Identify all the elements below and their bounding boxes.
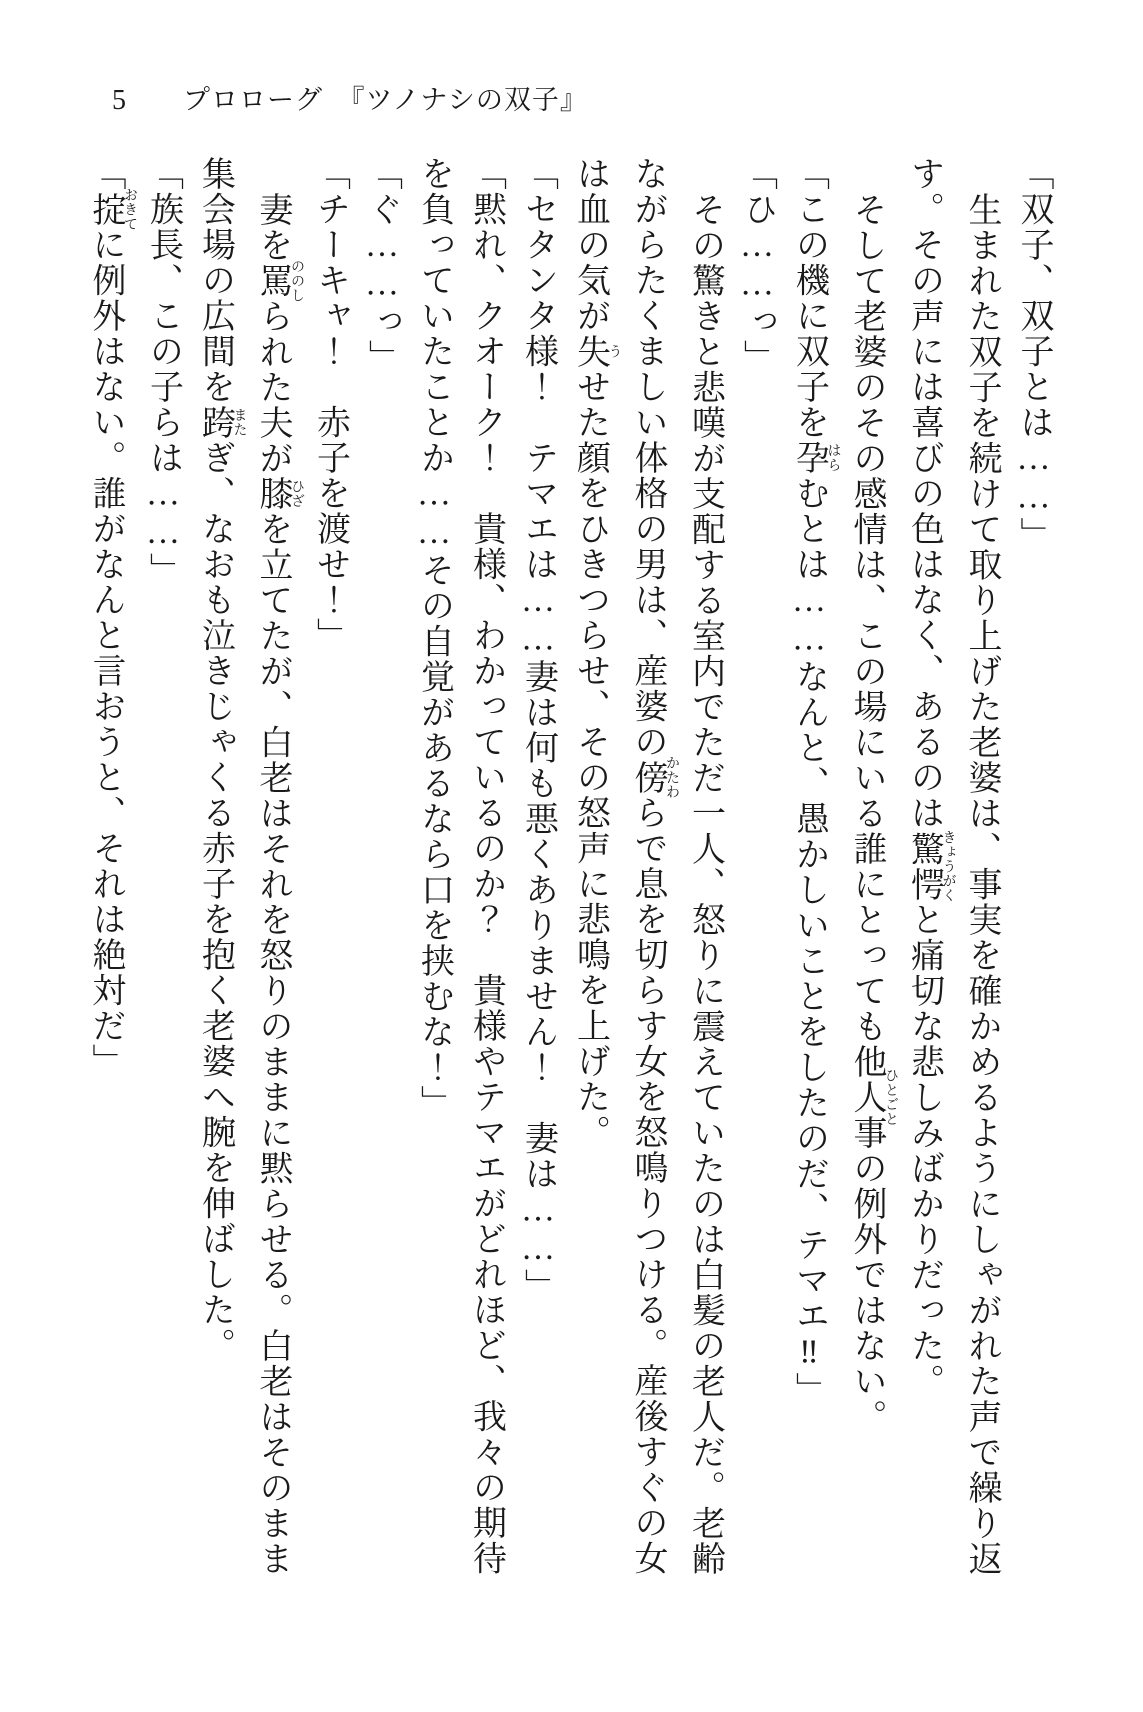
ruby-annotation: 傍かたわ: [629, 755, 679, 799]
ruby-annotation: 他人事ひとごと: [848, 1044, 898, 1151]
page-number: 5: [112, 85, 127, 116]
text-line: そして老婆のその感情は、この場にいる誰にとっても他人事ひとごとの例外ではない。: [848, 192, 898, 1435]
text-line: 「チーキャ！ 赤子を渡せ！」: [311, 156, 349, 653]
ruby-annotation: 跨また: [196, 404, 247, 440]
text-line: を負っていたことか……その自覚があるなら口を挟むな！」: [415, 156, 453, 1121]
text-line: ながらたくましい体格の男は、産婆の傍かたわらで息を切らす女を怒鳴りつける。産後すぐの女: [629, 156, 679, 1576]
running-head: [112, 78, 588, 117]
chapter-title: プロローグ 『ツノナシの双子』: [183, 85, 588, 115]
ruby-annotation: 失う: [571, 333, 622, 369]
text-line: その驚きと悲嘆が支配する室内でただ一人、怒りに震えていたのは白髪の老人だ。老齢: [686, 192, 724, 1577]
ruby-annotation: 孕はら: [790, 440, 841, 476]
text-line: は血の気が失うせた顔をひきつらせ、その怒声に悲鳴を上げた。: [571, 156, 622, 1150]
text-body: [87, 156, 1059, 1608]
text-line: 生まれた双子を続けて取り上げた老婆は、事実を確かめるようにしゃがれた声で繰り返: [963, 192, 1000, 1577]
text-line: 「族長、この子らは……」: [144, 156, 182, 588]
ruby-annotation: 掟おきて: [87, 187, 137, 231]
text-line: 「掟おきてに例外はない。誰がなんと言おうと、それは絶対だ」: [87, 156, 137, 1079]
text-line: 妻を罵ののしられた夫が膝ひざを立てたが、白老はそれを怒りのままに黙らせる。白老はそのまま: [254, 192, 304, 1577]
text-line: 「ひ……っ」: [738, 156, 776, 375]
text-line: す。その声には喜びの色はなく、あるのは驚愕きょうがくと痛切な悲しみばかりだった。: [905, 156, 956, 1400]
text-line: 「この機に双子を孕はらむとは……なんと、愚かしいことをしたのだ、テマエ‼」: [790, 156, 841, 1408]
ruby-annotation: 驚愕きょうがく: [905, 830, 956, 903]
text-line: 「セタンタ様！ テマエは……妻は何も悪くありません！ 妻は……」: [519, 156, 557, 1304]
text-line: 「双子、双子とは……」: [1015, 156, 1052, 553]
ruby-annotation: 膝ひざ: [254, 476, 304, 512]
text-line: 「黙れ、クオーク！ 貴様、わかっているのか？ 貴様やテマエがどれほど、我々の期待: [467, 156, 505, 1576]
text-line: 「ぐ……っ」: [363, 156, 401, 375]
ruby-annotation: 罵ののし: [254, 259, 304, 303]
text-line: 集会場の広間を跨またぎ、なおも泣きじゃくる赤子を抱く老婆へ腕を伸ばした。: [196, 156, 247, 1363]
